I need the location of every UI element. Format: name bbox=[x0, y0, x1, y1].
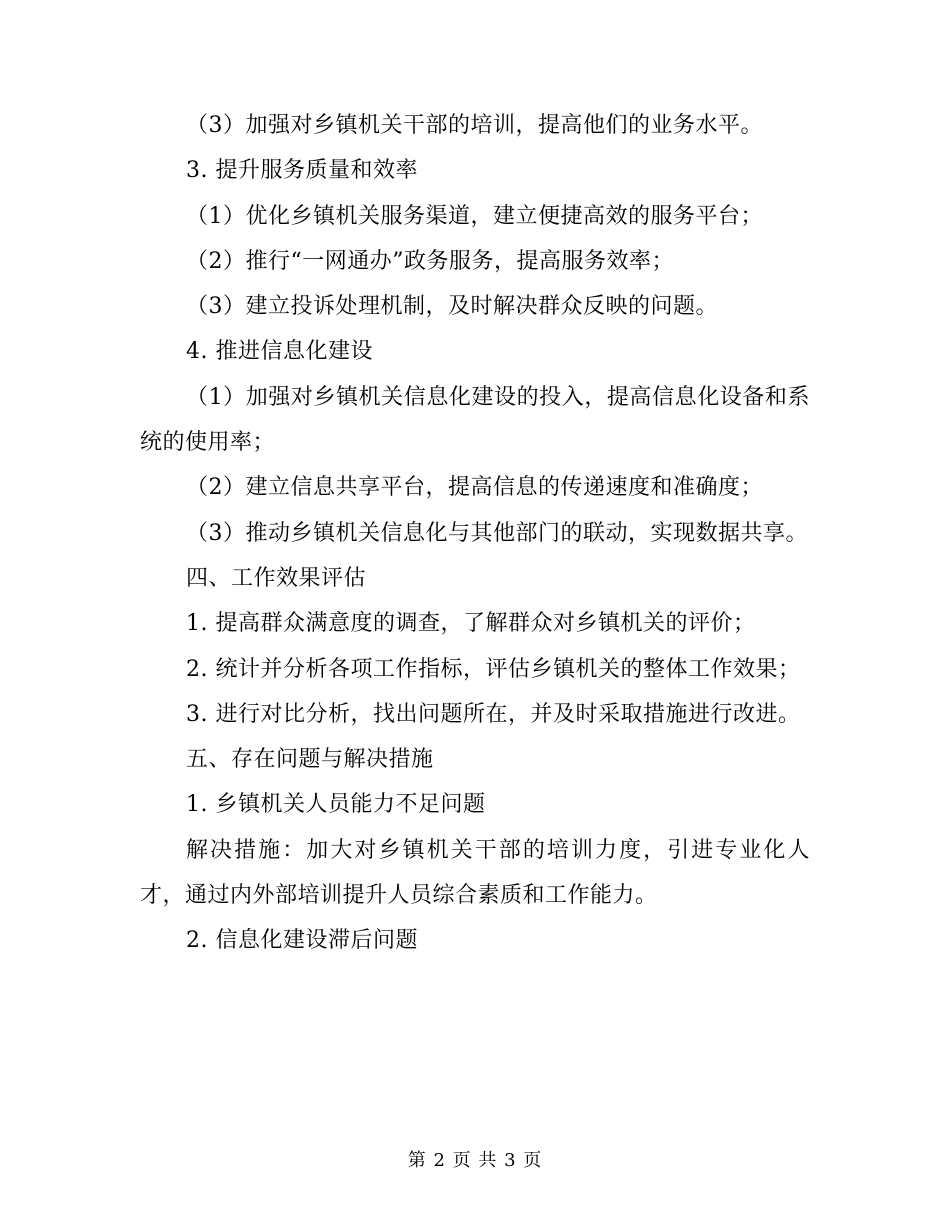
paragraph-evaluation-item-2: 2. 统计并分析各项工作指标，评估乡镇机关的整体工作效果； bbox=[186, 656, 801, 682]
heading-problem-2: 2. 信息化建设滞后问题 bbox=[186, 928, 418, 954]
section-heading-evaluation: 四、工作效果评估 bbox=[186, 565, 367, 591]
heading-informatization: 4. 推进信息化建设 bbox=[186, 339, 373, 365]
paragraph-evaluation-item-3: 3. 进行对比分析，找出问题所在，并及时采取措施进行改进。 bbox=[186, 701, 801, 727]
page-number-footer: 第 2 页 共 3 页 bbox=[407, 1150, 543, 1171]
paragraph-training-item-3: （3）加强对乡镇机关干部的培训，提高他们的业务水平。 bbox=[186, 113, 763, 138]
paragraph-evaluation-item-1: 1. 提高群众满意度的调查，了解群众对乡镇机关的评价； bbox=[186, 611, 756, 637]
paragraph-info-item-1: （1）加强对乡镇机关信息化建设的投入，提高信息化设备和系统的使用率； bbox=[140, 384, 810, 456]
paragraph-service-item-3: （3）建立投诉处理机制，及时解决群众反映的问题。 bbox=[186, 294, 718, 320]
paragraph-info-item-3: （3）推动乡镇机关信息化与其他部门的联动，实现数据共享。 bbox=[186, 520, 808, 546]
paragraph-service-item-2: （2）推行“一网通办”政务服务，提高服务效率； bbox=[186, 248, 674, 274]
paragraph-solution-1: 解决措施：加大对乡镇机关干部的培训力度，引进专业化人才，通过内外部培训提升人员综合素质和工作能力。 bbox=[140, 837, 810, 909]
paragraph-info-item-2: （2）建立信息共享平台，提高信息的传递速度和准确度； bbox=[186, 475, 763, 501]
heading-problem-1: 1. 乡镇机关人员能力不足问题 bbox=[186, 792, 486, 818]
section-heading-problems: 五、存在问题与解决措施 bbox=[186, 747, 434, 773]
heading-improve-service: 3. 提升服务质量和效率 bbox=[186, 158, 418, 184]
document-body bbox=[140, 103, 810, 964]
paragraph-service-item-1: （1）优化乡镇机关服务渠道，建立便捷高效的服务平台； bbox=[186, 203, 763, 229]
